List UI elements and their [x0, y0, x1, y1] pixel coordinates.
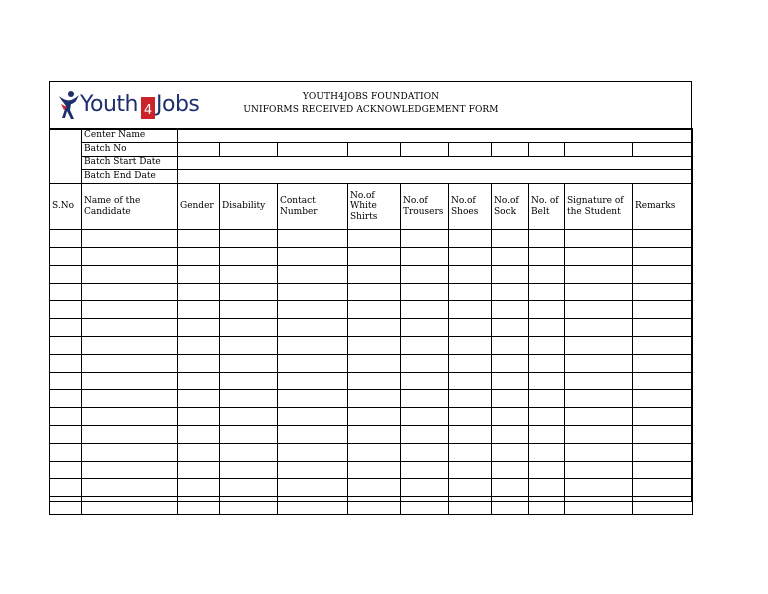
info-label: Batch Start Date	[82, 156, 178, 170]
table-cell[interactable]	[529, 425, 565, 443]
table-cell[interactable]	[220, 479, 278, 497]
table-cell[interactable]	[220, 443, 278, 461]
table-cell[interactable]	[401, 336, 449, 354]
table-cell[interactable]	[633, 461, 693, 479]
logo-text-jobs: Jobs	[156, 92, 200, 117]
table-row	[50, 283, 693, 301]
table-cell[interactable]	[401, 301, 449, 319]
table-cell[interactable]	[82, 336, 178, 354]
table-cell[interactable]	[565, 372, 633, 390]
table-cell[interactable]	[449, 479, 492, 497]
table-cell[interactable]	[220, 301, 278, 319]
table-cell[interactable]	[82, 479, 178, 497]
table-cell[interactable]	[220, 497, 278, 515]
table-row	[50, 425, 693, 443]
column-header: No.of Shoes	[449, 184, 492, 230]
table-cell[interactable]	[529, 301, 565, 319]
table-cell[interactable]	[529, 319, 565, 337]
table-cell[interactable]	[348, 461, 401, 479]
table-cell[interactable]	[492, 390, 529, 408]
table-cell[interactable]	[82, 319, 178, 337]
table-cell[interactable]	[401, 461, 449, 479]
table-cell[interactable]	[50, 425, 82, 443]
table-cell[interactable]	[565, 265, 633, 283]
uniform-acknowledgement-form	[49, 81, 692, 502]
table-cell[interactable]	[449, 283, 492, 301]
table-cell[interactable]	[82, 425, 178, 443]
table-cell[interactable]	[492, 425, 529, 443]
table-cell[interactable]	[449, 443, 492, 461]
table-cell[interactable]	[565, 497, 633, 515]
table-row	[50, 461, 693, 479]
table-cell[interactable]	[220, 230, 278, 248]
table-cell[interactable]	[565, 301, 633, 319]
table-cell[interactable]	[449, 425, 492, 443]
column-header: Signature of the Student	[565, 184, 633, 230]
table-cell[interactable]	[529, 390, 565, 408]
table-cell[interactable]	[492, 319, 529, 337]
table-cell[interactable]	[278, 319, 348, 337]
table-cell[interactable]	[50, 230, 82, 248]
batch-end-date-field[interactable]	[178, 170, 693, 184]
batch-no-cell[interactable]	[633, 142, 693, 156]
table-cell[interactable]	[492, 497, 529, 515]
table-cell[interactable]	[633, 230, 693, 248]
table-cell[interactable]	[178, 479, 220, 497]
table-cell[interactable]	[492, 408, 529, 426]
table-cell[interactable]	[278, 461, 348, 479]
info-row-batch-start-date	[50, 156, 693, 170]
organization-title: YOUTH4JOBS FOUNDATION	[302, 92, 440, 102]
table-cell[interactable]	[278, 497, 348, 515]
table-cell[interactable]	[220, 354, 278, 372]
table-cell[interactable]	[348, 283, 401, 301]
info-row-batch-no	[50, 142, 693, 156]
table-cell[interactable]	[50, 408, 82, 426]
table-cell[interactable]	[492, 230, 529, 248]
batch-no-cell[interactable]	[449, 142, 492, 156]
table-cell[interactable]	[82, 443, 178, 461]
table-cell[interactable]	[633, 408, 693, 426]
table-cell[interactable]	[348, 443, 401, 461]
table-cell[interactable]	[633, 336, 693, 354]
table-cell[interactable]	[565, 354, 633, 372]
table-cell[interactable]	[178, 425, 220, 443]
table-cell[interactable]	[50, 443, 82, 461]
table-cell[interactable]	[82, 354, 178, 372]
table-cell[interactable]	[492, 247, 529, 265]
table-cell[interactable]	[348, 479, 401, 497]
table-cell[interactable]	[178, 461, 220, 479]
table-cell[interactable]	[633, 283, 693, 301]
table-cell[interactable]	[401, 479, 449, 497]
table-cell[interactable]	[220, 265, 278, 283]
batch-no-cell[interactable]	[348, 142, 401, 156]
table-cell[interactable]	[633, 497, 693, 515]
table-cell[interactable]	[492, 479, 529, 497]
table-row	[50, 265, 693, 283]
table-row	[50, 497, 693, 515]
table-cell[interactable]	[82, 283, 178, 301]
table-cell[interactable]	[178, 336, 220, 354]
table-cell[interactable]	[50, 336, 82, 354]
table-cell[interactable]	[492, 443, 529, 461]
table-cell[interactable]	[82, 247, 178, 265]
column-header: S.No	[50, 184, 82, 230]
table-cell[interactable]	[278, 354, 348, 372]
table-cell[interactable]	[529, 497, 565, 515]
table-cell[interactable]	[633, 319, 693, 337]
logo-text-youth: Youth	[80, 92, 138, 117]
table-cell[interactable]	[633, 425, 693, 443]
table-row	[50, 301, 693, 319]
table-cell[interactable]	[449, 319, 492, 337]
batch-no-cell[interactable]	[401, 142, 449, 156]
batch-start-date-field[interactable]	[178, 156, 693, 170]
table-cell[interactable]	[529, 461, 565, 479]
table-row	[50, 408, 693, 426]
table-cell[interactable]	[278, 247, 348, 265]
table-cell[interactable]	[348, 372, 401, 390]
table-cell[interactable]	[178, 408, 220, 426]
table-row	[50, 372, 693, 390]
table-cell[interactable]	[50, 479, 82, 497]
batch-no-cell[interactable]	[178, 142, 220, 156]
table-cell[interactable]	[449, 247, 492, 265]
logo-digit-4: 4	[141, 97, 155, 119]
table-cell[interactable]	[278, 230, 348, 248]
table-cell[interactable]	[178, 265, 220, 283]
column-header: Remarks	[633, 184, 693, 230]
table-cell[interactable]	[529, 479, 565, 497]
table-cell[interactable]	[278, 372, 348, 390]
table-cell[interactable]	[220, 461, 278, 479]
table-cell[interactable]	[278, 336, 348, 354]
table-cell[interactable]	[492, 283, 529, 301]
table-cell[interactable]	[449, 408, 492, 426]
column-header: No.of Sock	[492, 184, 529, 230]
table-cell[interactable]	[82, 230, 178, 248]
table-cell[interactable]	[449, 372, 492, 390]
table-cell[interactable]	[492, 336, 529, 354]
table-cell[interactable]	[220, 372, 278, 390]
table-cell[interactable]	[449, 354, 492, 372]
table-cell[interactable]	[82, 408, 178, 426]
table-cell[interactable]	[348, 301, 401, 319]
column-header: Gender	[178, 184, 220, 230]
form-title-block	[210, 91, 532, 117]
table-cell[interactable]	[565, 479, 633, 497]
table-cell[interactable]	[348, 425, 401, 443]
table-cell[interactable]	[449, 230, 492, 248]
table-cell[interactable]	[633, 247, 693, 265]
column-header: No. of Belt	[529, 184, 565, 230]
table-cell[interactable]	[492, 265, 529, 283]
youth4jobs-logo	[58, 88, 208, 122]
table-row	[50, 336, 693, 354]
table-cell[interactable]	[178, 354, 220, 372]
table-cell[interactable]	[50, 354, 82, 372]
table-cell[interactable]	[633, 479, 693, 497]
table-cell[interactable]	[178, 283, 220, 301]
table-cell[interactable]	[348, 336, 401, 354]
table-cell[interactable]	[529, 443, 565, 461]
table-cell[interactable]	[565, 461, 633, 479]
table-cell[interactable]	[220, 408, 278, 426]
table-cell[interactable]	[401, 425, 449, 443]
center-name-field[interactable]	[178, 129, 693, 143]
table-cell[interactable]	[348, 265, 401, 283]
table-cell[interactable]	[401, 390, 449, 408]
table-cell[interactable]	[633, 354, 693, 372]
info-label: Center Name	[82, 129, 178, 143]
table-cell[interactable]	[565, 336, 633, 354]
table-row	[50, 390, 693, 408]
table-cell[interactable]	[565, 408, 633, 426]
table-cell[interactable]	[633, 443, 693, 461]
table-cell[interactable]	[401, 497, 449, 515]
table-cell[interactable]	[82, 372, 178, 390]
table-row	[50, 479, 693, 497]
table-cell[interactable]	[633, 390, 693, 408]
table-cell[interactable]	[633, 372, 693, 390]
table-cell[interactable]	[220, 247, 278, 265]
table-cell[interactable]	[565, 283, 633, 301]
table-cell[interactable]	[401, 372, 449, 390]
form-title: UNIFORMS RECEIVED ACKNOWLEDGEMENT FORM	[243, 105, 499, 115]
table-cell[interactable]	[529, 230, 565, 248]
table-cell[interactable]	[401, 354, 449, 372]
table-cell[interactable]	[278, 425, 348, 443]
table-row	[50, 230, 693, 248]
table-cell[interactable]	[348, 354, 401, 372]
table-cell[interactable]	[278, 301, 348, 319]
table-row	[50, 354, 693, 372]
table-cell[interactable]	[278, 283, 348, 301]
table-cell[interactable]	[449, 336, 492, 354]
table-cell[interactable]	[449, 301, 492, 319]
batch-no-cell[interactable]	[278, 142, 348, 156]
batch-no-cell[interactable]	[565, 142, 633, 156]
table-cell[interactable]	[82, 301, 178, 319]
table-cell[interactable]	[492, 354, 529, 372]
info-row-batch-end-date	[50, 170, 693, 184]
column-header: Contact Number	[278, 184, 348, 230]
table-cell[interactable]	[50, 283, 82, 301]
table-cell[interactable]	[348, 319, 401, 337]
info-row-center-name	[50, 129, 693, 143]
table-cell[interactable]	[50, 301, 82, 319]
table-cell[interactable]	[529, 408, 565, 426]
table-cell[interactable]	[529, 283, 565, 301]
table-cell[interactable]	[565, 390, 633, 408]
table-cell[interactable]	[449, 497, 492, 515]
table-cell[interactable]	[82, 497, 178, 515]
table-cell[interactable]	[178, 443, 220, 461]
table-cell[interactable]	[178, 497, 220, 515]
info-spacer-cell	[50, 129, 82, 184]
table-cell[interactable]	[633, 265, 693, 283]
table-cell[interactable]	[178, 301, 220, 319]
batch-no-cell[interactable]	[220, 142, 278, 156]
table-cell[interactable]	[348, 247, 401, 265]
table-cell[interactable]	[50, 265, 82, 283]
person-figure-icon	[58, 90, 80, 120]
batch-no-cell[interactable]	[529, 142, 565, 156]
table-cell[interactable]	[278, 265, 348, 283]
column-header: Name of the Candidate	[82, 184, 178, 230]
info-label: Batch End Date	[82, 170, 178, 184]
table-cell[interactable]	[401, 408, 449, 426]
table-cell[interactable]	[50, 390, 82, 408]
column-header: No.of Trousers	[401, 184, 449, 230]
column-header: Disability	[220, 184, 278, 230]
table-cell[interactable]	[529, 372, 565, 390]
table-cell[interactable]	[220, 336, 278, 354]
table-cell[interactable]	[401, 265, 449, 283]
table-cell[interactable]	[220, 283, 278, 301]
table-cell[interactable]	[348, 408, 401, 426]
table-row	[50, 247, 693, 265]
table-row	[50, 443, 693, 461]
table-cell[interactable]	[401, 319, 449, 337]
table-cell[interactable]	[529, 247, 565, 265]
table-cell[interactable]	[348, 230, 401, 248]
table-cell[interactable]	[401, 283, 449, 301]
table-cell[interactable]	[50, 372, 82, 390]
table-cell[interactable]	[178, 372, 220, 390]
table-cell[interactable]	[565, 247, 633, 265]
table-cell[interactable]	[633, 301, 693, 319]
table-cell[interactable]	[529, 336, 565, 354]
table-cell[interactable]	[178, 230, 220, 248]
table-cell[interactable]	[449, 461, 492, 479]
table-cell[interactable]	[50, 319, 82, 337]
table-cell[interactable]	[449, 265, 492, 283]
table-cell[interactable]	[401, 230, 449, 248]
table-cell[interactable]	[278, 390, 348, 408]
table-cell[interactable]	[220, 390, 278, 408]
table-cell[interactable]	[492, 301, 529, 319]
table-cell[interactable]	[565, 319, 633, 337]
table-cell[interactable]	[401, 247, 449, 265]
table-cell[interactable]	[82, 461, 178, 479]
table-body	[50, 129, 693, 515]
table-cell[interactable]	[278, 443, 348, 461]
info-label: Batch No	[82, 142, 178, 156]
table-cell[interactable]	[529, 354, 565, 372]
table-cell[interactable]	[348, 390, 401, 408]
table-cell[interactable]	[565, 443, 633, 461]
batch-no-cell[interactable]	[492, 142, 529, 156]
table-cell[interactable]	[565, 230, 633, 248]
table-cell[interactable]	[492, 372, 529, 390]
table-cell[interactable]	[178, 319, 220, 337]
column-header-row	[50, 184, 693, 230]
table-cell[interactable]	[50, 497, 82, 515]
table-cell[interactable]	[278, 408, 348, 426]
table-cell[interactable]	[178, 247, 220, 265]
column-header: No.of White Shirts	[348, 184, 401, 230]
table-cell[interactable]	[529, 265, 565, 283]
table-cell[interactable]	[220, 319, 278, 337]
table-cell[interactable]	[178, 390, 220, 408]
table-cell[interactable]	[82, 390, 178, 408]
table-cell[interactable]	[82, 265, 178, 283]
acknowledgement-table	[49, 128, 693, 515]
table-cell[interactable]	[449, 390, 492, 408]
table-cell[interactable]	[401, 443, 449, 461]
table-cell[interactable]	[565, 425, 633, 443]
table-cell[interactable]	[50, 247, 82, 265]
table-row	[50, 319, 693, 337]
table-cell[interactable]	[348, 497, 401, 515]
table-cell[interactable]	[278, 479, 348, 497]
table-cell[interactable]	[492, 461, 529, 479]
form-header	[50, 82, 691, 130]
table-cell[interactable]	[220, 425, 278, 443]
table-cell[interactable]	[50, 461, 82, 479]
